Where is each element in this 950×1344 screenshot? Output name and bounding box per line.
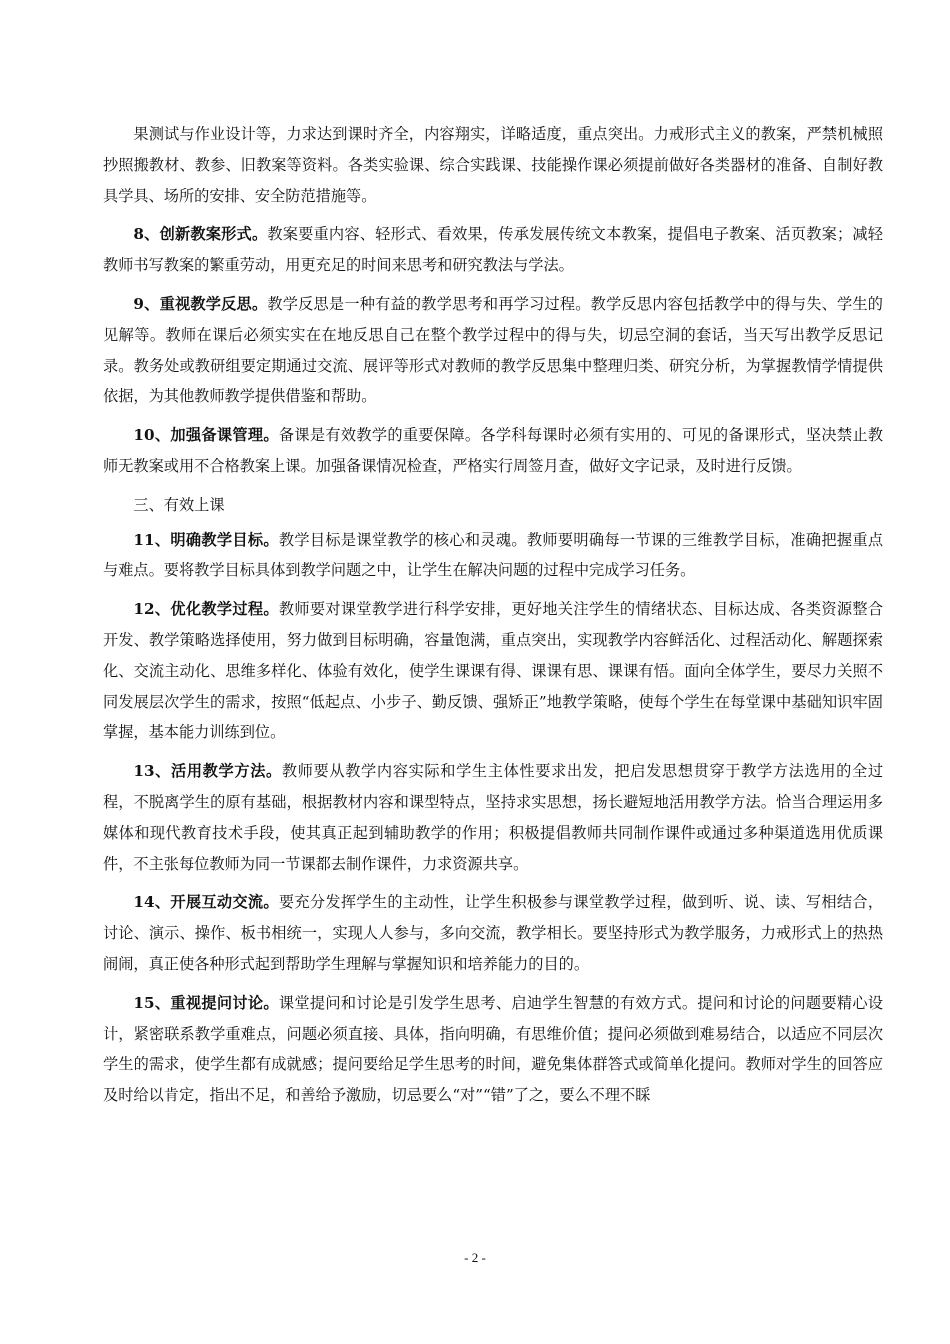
- paragraph-text: 教师要对课堂教学进行科学安排，更好地关注学生的情绪状态、目标达成、各类资源整合开发、教学策略选择使用，努力做到目标明确，容量饱满，重点突出，实现教学内容鲜活化、过程活动化、解题探索化、交流主动化、思维多样化、体验有效化，使学生课课有得、课课有思、课课有悟。面向全体学生，要尽力关照不同发展层次学生的需求，按照“低起点、小步子、勤反馈、强矫正”地教学策略，使每个学生在每堂课中基础知识牢固掌握，基本能力训练到位。: [103, 600, 884, 742]
- item-heading: 11、明确教学目标。: [133, 530, 279, 549]
- paragraph-item-11: [103, 525, 883, 587]
- paragraph-item-12: [103, 594, 883, 748]
- paragraph-item-9: [103, 289, 883, 412]
- paragraph-text: 教案要重内容、轻形式、看效果，传承发展传统文本教案，提倡电子教案、活页教案；减轻教师书写教案的繁重劳动，用更充足的时间来思考和研究教法与学法。: [103, 225, 883, 275]
- paragraph-text: 要充分发挥学生的主动性，让学生积极参与课堂教学过程，做到听、说、读、写相结合，讨论、演示、操作、板书相统一，实现人人参与，多向交流，教学相长。要坚持形式为教学服务，力戒形式上的热热闹闹，真正使各种形式起到帮助学生理解与掌握知识和培养能力的目的。: [103, 893, 884, 973]
- paragraph-text: 教师要从教学内容实际和学生主体性要求出发，把启发思想贯穿于教学方法选用的全过程，不脱离学生的原有基础，根据教材内容和课型特点，坚持求实思想，扬长避短地活用教学方法。恰当合理运用多媒体和现代教育技术手段，使其真正起到辅助教学的作用；积极提倡教师共同制作课件或通过多种渠道选用优质课件，不主张每位教师为同一节课都去制作课件，力求资源共享。: [103, 762, 884, 873]
- paragraph-text: 备课是有效教学的重要保障。各学科每课时必须有实用的、可见的备课形式，坚决禁止教师无教案或用不合格教案上课。加强备课情况检查，严格实行周签月查，做好文字记录，及时进行反馈。: [103, 426, 884, 475]
- paragraph-item-15: [103, 988, 883, 1111]
- paragraph-item-10: [103, 420, 883, 482]
- item-heading: 14、开展互动交流。: [133, 893, 279, 912]
- paragraph-text: 教学目标是课堂教学的核心和灵魂。教师要明确每一节课的三维教学目标，准确把握重点与难点。要将教学目标具体到教学问题之中，让学生在解决问题的过程中完成学习任务。: [103, 530, 884, 580]
- paragraph-item-14: [103, 887, 883, 979]
- paragraph-text: 教学反思是一种有益的教学思考和再学习过程。教学反思内容包括教学中的得与失、学生的见解等。教师在课后必须实实在在地反思自己在整个教学过程中的得与失，切忌空洞的套话，当天写出教学反思记录。教务处或教研组要定期通过交流、展评等形式对教师的教学反思集中整理归类、研究分析，为掌握教情学情提供依据，为其他教师教学提供借鉴和帮助。: [103, 294, 883, 406]
- document-body: [103, 119, 883, 1119]
- paragraph-text: 课堂提问和讨论是引发学生思考、启迪学生智慧的有效方式。提问和讨论的问题要精心设计，紧密联系教学重难点，问题必须直接、具体，指向明确，有思维价值；提问必须做到难易结合，以适应不同层次学生的需求，使学生都有成就感；提问要给足学生思考的时间，避免集体群答式或简单化提问。教师对学生的回答应及时给以肯定，指出不足，和善给予激励，切忌要么“对”“错”了之，要么不理不睬: [103, 993, 884, 1105]
- item-heading: 10、加强备课管理。: [133, 426, 279, 445]
- item-heading: 12、优化教学过程。: [133, 600, 279, 619]
- paragraph-text: 果测试与作业设计等，力求达到课时齐全，内容翔实，详略适度，重点突出。力戒形式主义的教案，严禁机械照抄照搬教材、教参、旧教案等资料。各类实验课、综合实践课、技能操作课必须提前做好各类器材的准备、自制好教具学具、场所的安排、安全防范措施等。: [103, 125, 883, 205]
- paragraph-item-13: [103, 756, 883, 879]
- item-heading: 13、活用教学方法。: [133, 762, 282, 781]
- page-number: - 2 -: [464, 1250, 486, 1265]
- item-heading: 8、创新教案形式。: [133, 225, 268, 244]
- item-heading: 15、重视提问讨论。: [133, 993, 279, 1012]
- section-heading: 三、有效上课: [133, 495, 225, 514]
- item-heading: 9、重视教学反思。: [133, 294, 268, 313]
- paragraph-continuation: [103, 119, 883, 211]
- paragraph-item-8: [103, 219, 883, 281]
